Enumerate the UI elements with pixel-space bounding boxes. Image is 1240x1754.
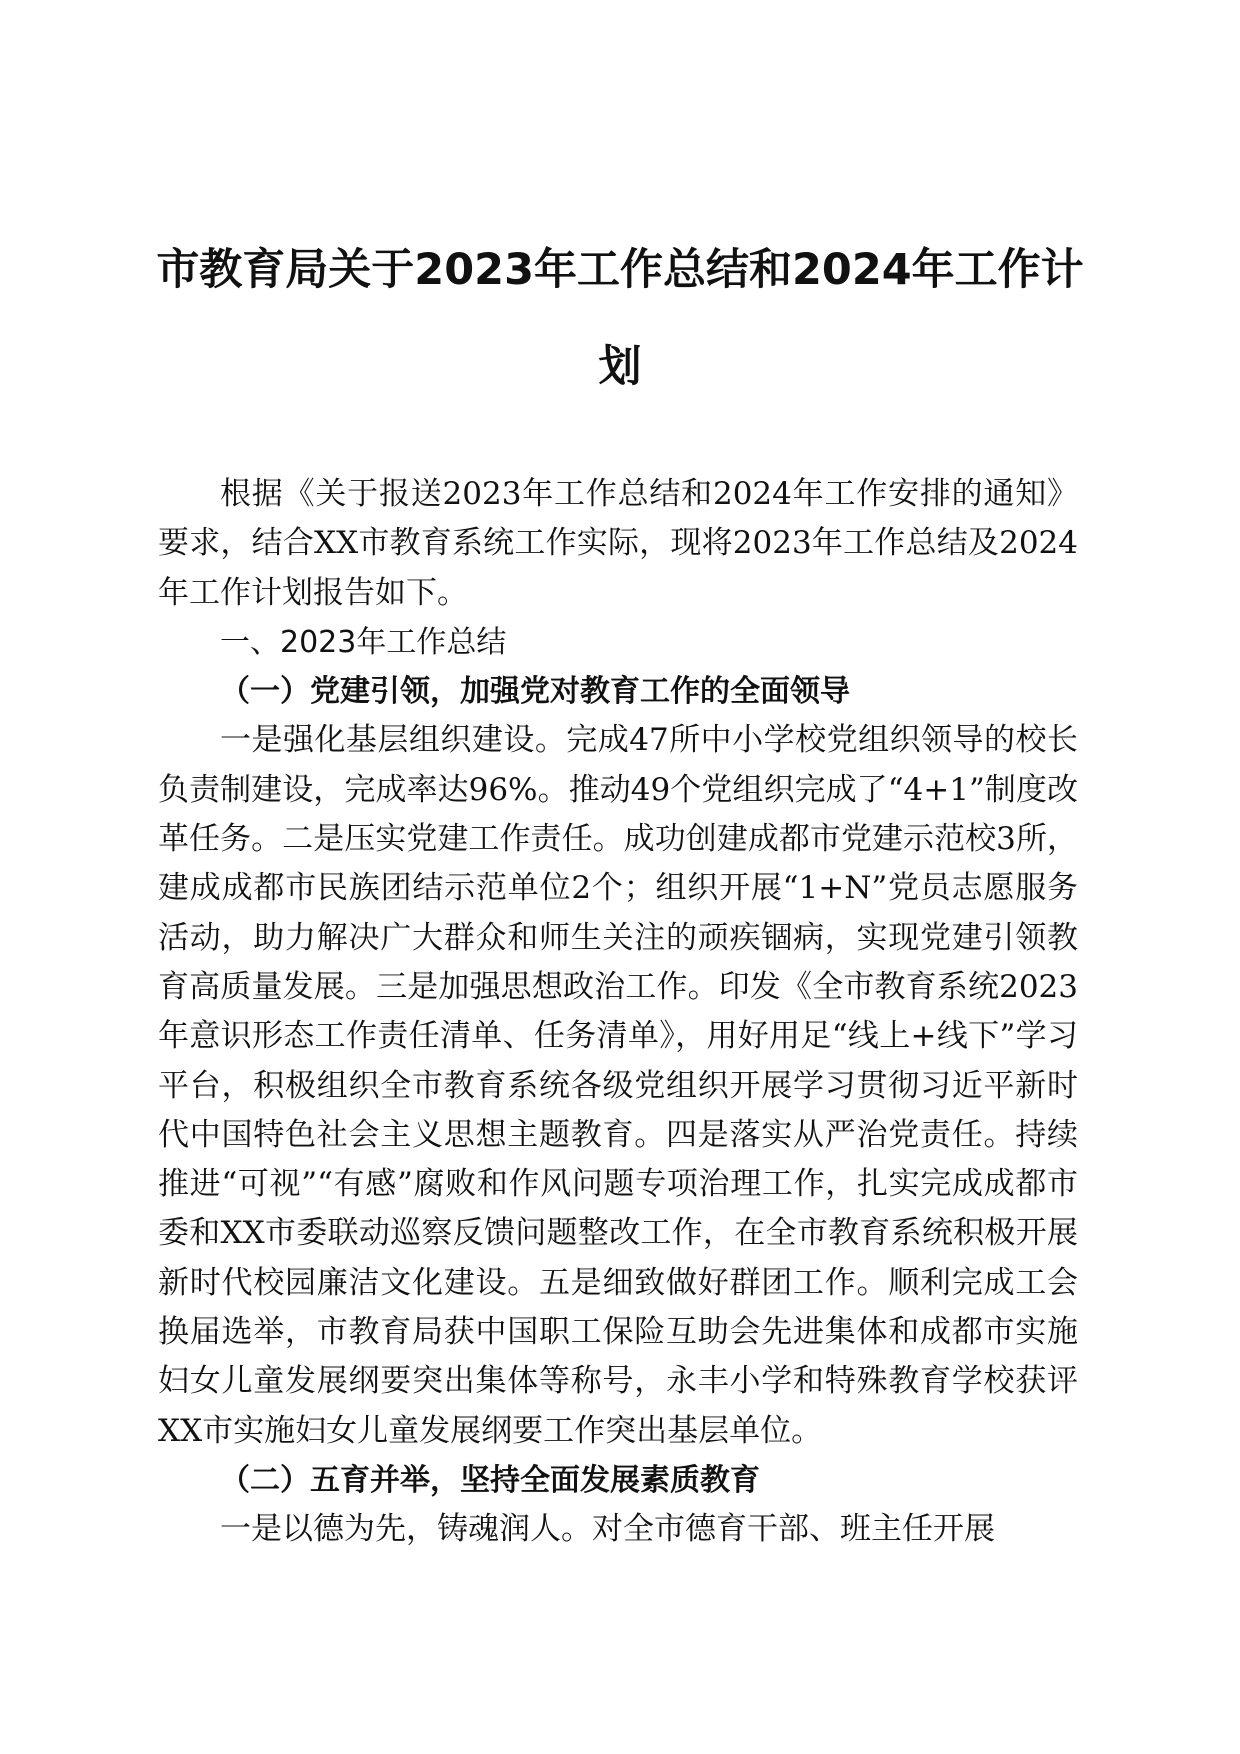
section-heading-1: 一、2023年工作总结 xyxy=(220,624,507,660)
subsection-heading-1: （一）党建引领，加强党对教育工作的全面领导 xyxy=(220,674,850,710)
subsection-paragraph-2: 一是以德为先，铸魂润人。对全市德育干部、班主任开展 xyxy=(220,1511,995,1548)
subsection-heading-2: （二）五育并举，坚持全面发展素质教育 xyxy=(220,1462,760,1498)
document-body xyxy=(158,470,1078,1555)
subsection-paragraph-1: 一是强化基层组织建设。完成47所中小学校党组织领导的校长负责制建设，完成率达96%。推动49个党组织完成了“4+1”制度改革任务。二是压实党建工作责任。成功创建成都市党建示范校3所，建成成都市民族团结示范单位2个；组织开展“1+N”党员志愿服务活动，助力解决广大群众和师生关注的顽疾锢病，实现党建引领教育高质量发展。三是加强思想政治工作。印发《全市教育系统2023年意识形态工作责任清单、任务清单》，用好用足“线上+线下”学习平台，积极组织全市教育系统各级党组织开展学习贯彻习近平新时代中国特色社会主义思想主题教育。四是落实从严治党责任。持续推进“可视”“有感”腐败和作风问题专项治理工作，扎实完成成都市委和XX市委联动巡察反馈问题整改工作，在全市教育系统积极开展新时代校园廉洁文化建设。五是细致做好群团工作。顺利完成工会换届选举，市教育局获中国职工保险互助会先进集体和成都市实施妇女儿童发展纲要突出集体等称号，永丰小学和特殊教育学校获评XX市实施妇女儿童发展纲要工作突出基层单位。 xyxy=(158,722,1078,1449)
document-title: 市教育局关于2023年工作总结和2024年工作计划 xyxy=(156,245,1084,392)
intro-paragraph: 根据《关于报送2023年工作总结和2024年工作安排的通知》要求，结合XX市教育系统工作实际，现将2023年工作总结及2024年工作计划报告如下。 xyxy=(158,476,1078,611)
